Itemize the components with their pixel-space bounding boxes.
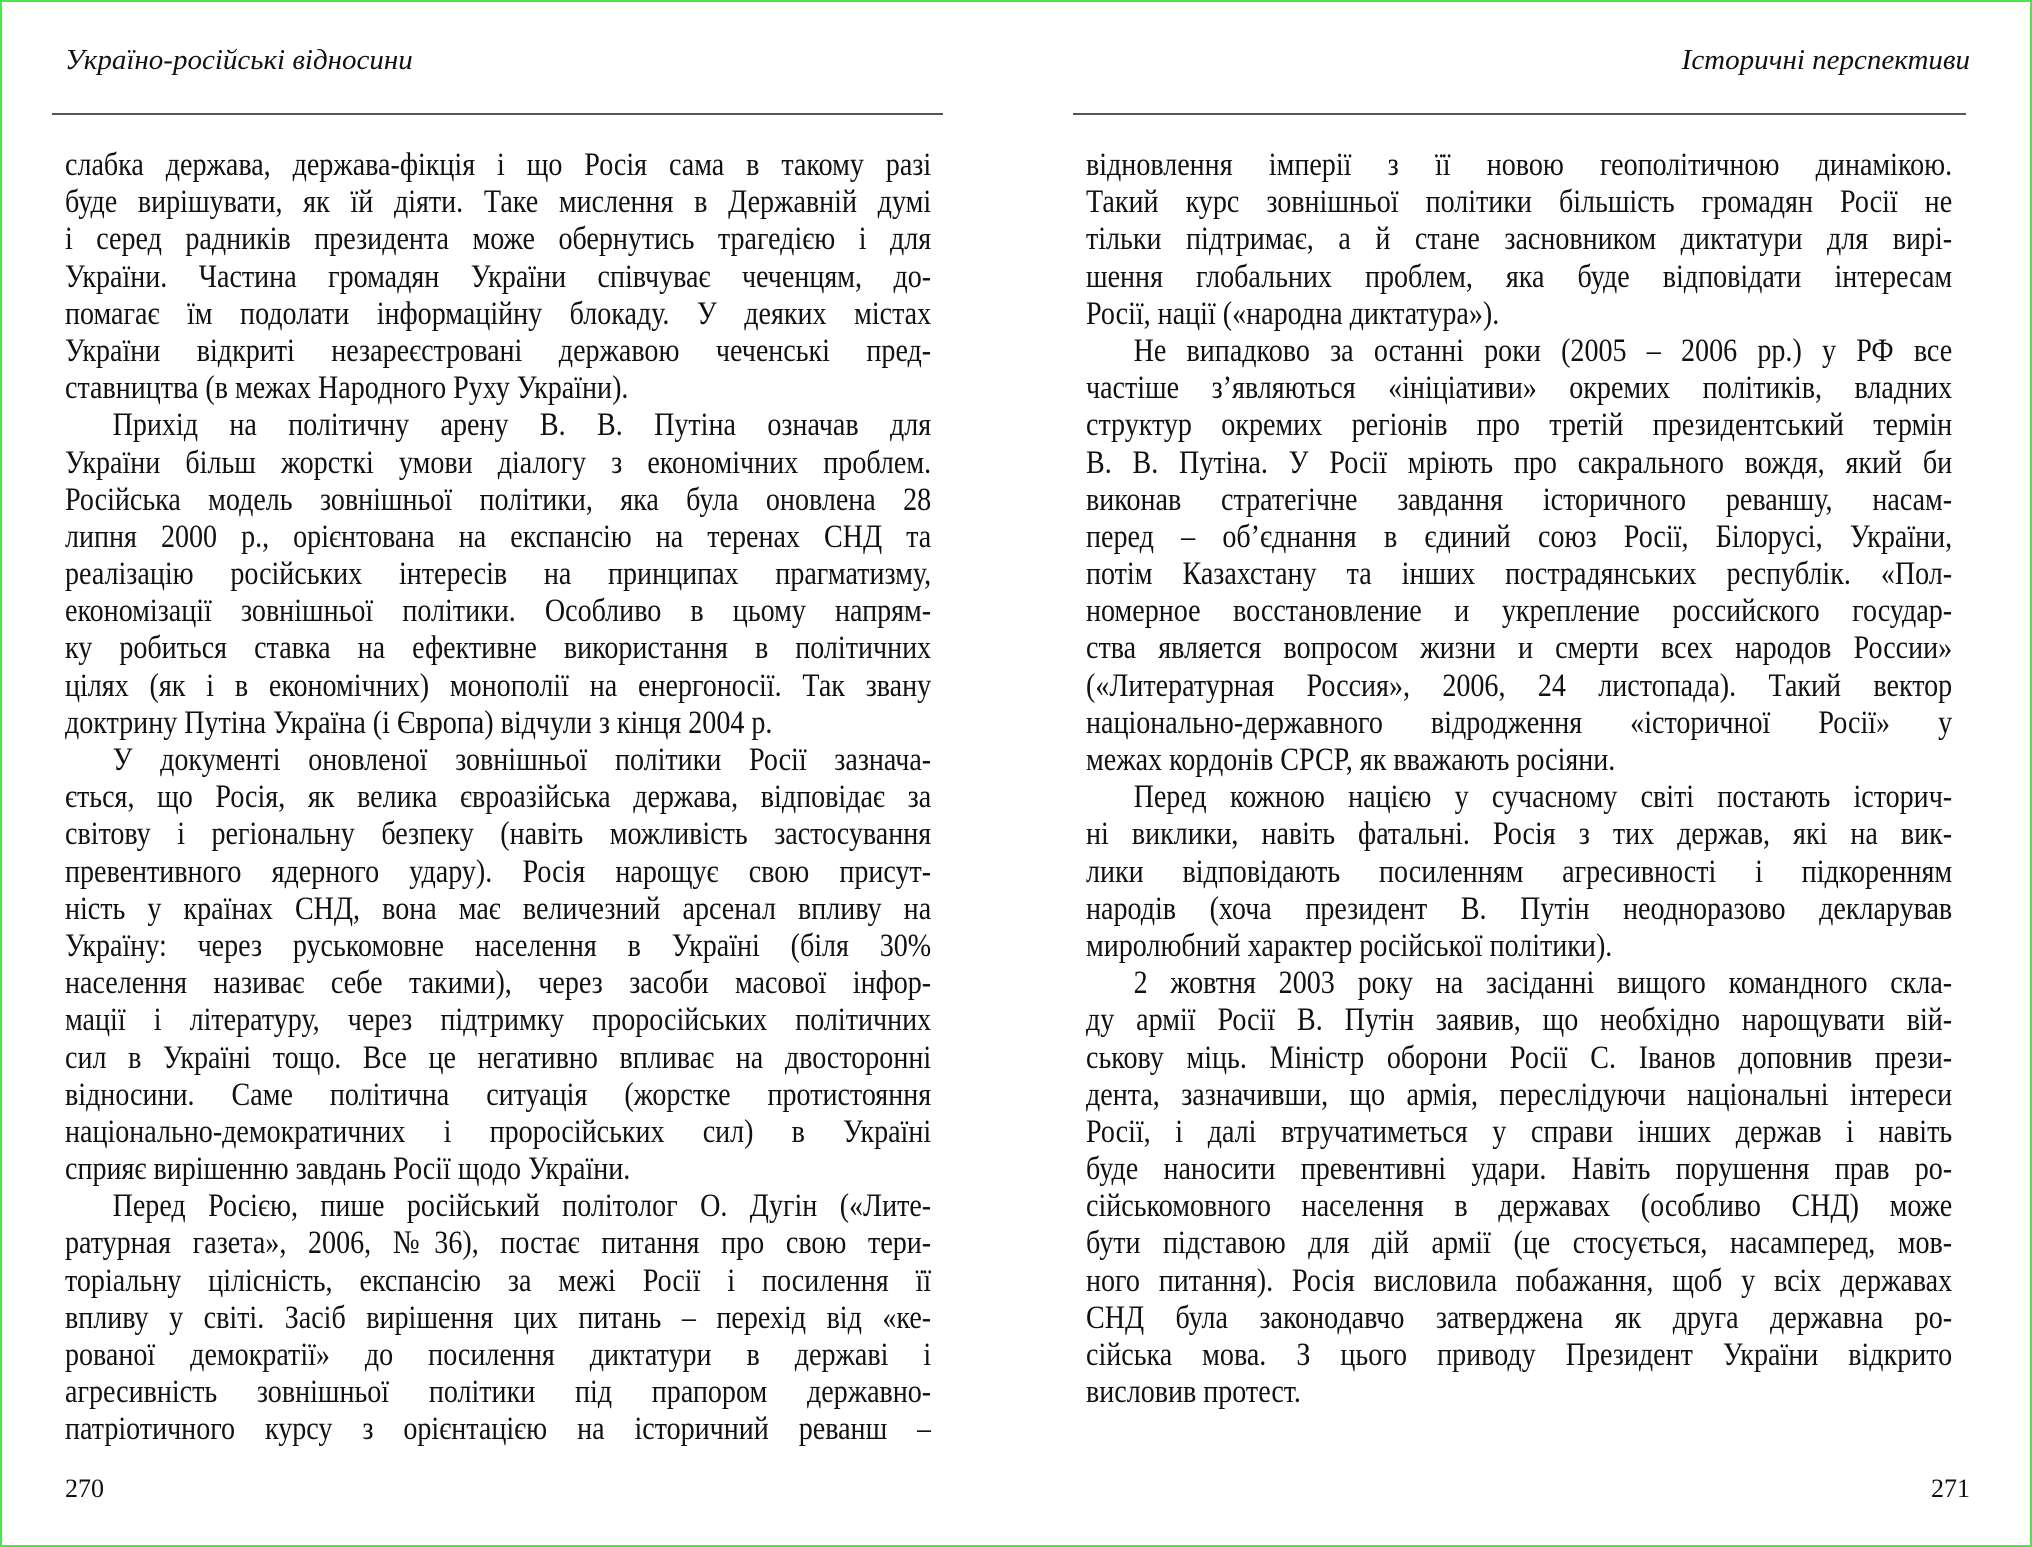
text-line: ку робиться ставка на ефективне використання в політичних — [65, 630, 932, 667]
text-line: («Литературная Россия», 2006, 24 листопада). Такий вектор — [1086, 667, 1953, 704]
text-line: мації і літературу, через підтримку проросійських політичних — [65, 1002, 932, 1039]
text-line: економізації зовнішньої політики. Особливо в цьому напрям- — [65, 593, 932, 630]
text-line: ність у країнах СНД, вона має величезний арсенал впливу на — [65, 890, 932, 927]
text-line: В. В. Путіна. У Росії мріють про сакрального вождя, який би — [1086, 444, 1953, 481]
text-line: СНД була законодавчо затверджена як друга державна ро- — [1086, 1299, 1953, 1336]
text-line: потім Казахстану та інших пострадянських республік. «Пол- — [1086, 556, 1953, 593]
body-text — [65, 147, 931, 1449]
text-line: національно-державного відродження «історичної Росії» у — [1086, 704, 1953, 741]
text-line: рованої демократії» до посилення диктатури в державі і — [65, 1337, 932, 1373]
text-line: агресивність зовнішньої політики під прапором державно- — [65, 1374, 932, 1411]
text-line: тільки підтримає, а й стане засновником диктатури для вирі- — [1086, 221, 1953, 258]
text-line: буде наносити превентивні удари. Навіть порушення прав ро- — [1086, 1151, 1953, 1188]
paragraph — [65, 742, 931, 1188]
text-line: ні виклики, навіть фатальні. Росія з тих держав, які на вик- — [1086, 816, 1953, 853]
text-line: ду армії Росії В. Путін заявив, що необхідно нарощувати вій- — [1086, 1002, 1953, 1039]
text-line: України. Частина громадян України співчуває чеченцям, до- — [65, 258, 932, 295]
text-line: реалізацію російських інтересів на принципах прагматизму, — [65, 556, 932, 593]
text-line: національно-демократичних і проросійських сил) в Україні — [65, 1113, 932, 1150]
text-line: У документі оновленої зовнішньої політики Росії зазнача- — [112, 742, 932, 778]
text-line: липня 2000 р., орієнтована на експансію на теренах СНД та — [65, 518, 932, 555]
paragraph — [1086, 965, 1952, 1411]
text-line: висловив протест. — [1086, 1374, 1301, 1411]
text-line: сійська мова. З цього приводу Президент України відкрито — [1086, 1337, 1953, 1373]
text-line: сійськомовного населення в державах (особливо СНД) може — [1086, 1188, 1953, 1225]
text-line: Прихід на політичну арену В. В. Путіна означав для — [112, 407, 932, 444]
text-line: Перед кожною нацією у сучасному світі постають історич- — [1133, 779, 1953, 816]
text-line: ється, що Росія, як велика євроазійська держава, відповідає за — [65, 779, 932, 816]
text-line: Не випадково за останні роки (2005 – 2006 рр.) у РФ все — [1133, 332, 1953, 369]
header-rule — [1073, 113, 1966, 115]
running-head: Україно-російські відносини — [65, 44, 413, 76]
text-line: України більш жорсткі умови діалогу з економічних проблем. — [65, 444, 932, 481]
text-line: дента, зазначивши, що армія, переслідуючи національні інтереси — [1086, 1076, 1953, 1113]
text-line: шення глобальних проблем, яка буде відповідати інтересам — [1086, 258, 1953, 295]
paragraph — [1086, 147, 1952, 333]
text-line: превентивного ядерного удару). Росія нарощує свою присут- — [65, 853, 932, 890]
header-rule — [52, 113, 943, 115]
paragraph — [1086, 779, 1952, 965]
page-number: 270 — [65, 1474, 104, 1503]
body-text — [1086, 147, 1952, 1411]
paragraph — [1086, 333, 1952, 779]
text-line: частіше з’являються «ініціативи» окремих політиків, владних — [1086, 370, 1953, 407]
text-line: ставництва (в межах Народного Руху України). — [65, 370, 629, 407]
page-number: 271 — [1931, 1474, 1970, 1503]
text-line: Такий курс зовнішньої політики більшість громадян Росії не — [1086, 184, 1953, 221]
text-line: бути підставою для дій армії (це стосується, насамперед, мов- — [1086, 1225, 1953, 1262]
text-line: впливу у світі. Засіб вирішення цих питань – перехід від «ке- — [65, 1299, 932, 1336]
text-line: Росії, і далі втручатиметься у справи інших держав і навіть — [1086, 1113, 1953, 1150]
running-head: Історичні перспективи — [1681, 44, 1970, 76]
text-line: сил в Україні тощо. Все це негативно впливає на двосторонні — [65, 1039, 932, 1076]
text-line: перед – об’єднання в єдиний союз Росії, Білорусі, України, — [1086, 518, 1953, 555]
text-line: ськову міць. Міністр оборони Росії С. Іванов доповнив прези- — [1086, 1039, 1953, 1076]
text-line: доктрину Путіна Україна (і Європа) відчули з кінця 2004 р. — [65, 704, 773, 741]
text-line: лики відповідають посиленням агресивності і підкоренням — [1086, 853, 1953, 890]
text-line: ратурная газета», 2006, №36), постає питання про свою тери- — [65, 1225, 932, 1262]
paragraph — [65, 147, 931, 407]
text-line: відновлення імперії з її новою геополітичною динамікою. — [1086, 147, 1953, 183]
text-line: миролюбний характер російської політики). — [1086, 927, 1613, 964]
text-line: і серед радників президента може обернутись трагедією і для — [65, 221, 932, 258]
text-line: Україну: через руськомовне населення в Україні (біля 30% — [65, 927, 932, 964]
text-line: України відкриті незареєстровані державою чеченські пред- — [65, 332, 932, 369]
text-line: помагає їм подолати інформаційну блокаду. У деяких містах — [65, 295, 932, 332]
text-line: світову і регіональну безпеку (навіть можливість застосування — [65, 816, 932, 853]
text-line: населення називає себе такими), через засоби масової інфор- — [65, 965, 932, 1002]
text-line: 2 жовтня 2003 року на засіданні вищого командного скла- — [1133, 965, 1953, 1002]
text-line: патріотичного курсу з орієнтацією на історичний реванш – — [65, 1411, 932, 1448]
paragraph — [65, 407, 931, 742]
text-line: Перед Росією, пише російський політолог О. Дугін («Лите- — [112, 1188, 932, 1225]
text-line: слабка держава, держава-фікція і що Росія сама в такому разі — [65, 147, 932, 183]
text-line: відносини. Саме політична ситуація (жорстке протистояння — [65, 1076, 932, 1113]
text-line: буде вирішувати, як їй діяти. Таке мислення в Державній думі — [65, 184, 932, 221]
text-line: номерное восстановление и укрепление российского государ- — [1086, 593, 1953, 630]
text-line: виконав стратегічне завдання історичного реваншу, насам- — [1086, 481, 1953, 518]
text-line: цілях (як і в економічних) монополії на енергоносії. Так звану — [65, 667, 932, 704]
text-line: ного питання). Росія висловила побажання, щоб у всіх державах — [1086, 1262, 1953, 1299]
text-line: Росії, нації («народна диктатура»). — [1086, 295, 1500, 332]
text-line: сприяє вирішенню завдань Росії щодо України. — [65, 1151, 631, 1188]
text-line: структур окремих регіонів про третій президентський термін — [1086, 407, 1953, 444]
text-line: торіальну цілісність, експансію за межі Росії і посилення її — [65, 1262, 932, 1299]
paragraph — [65, 1188, 931, 1448]
text-line: ства является вопросом жизни и смерти всех народов России» — [1086, 630, 1953, 667]
text-line: межах кордонів СРСР, як вважають росіяни. — [1086, 742, 1616, 778]
right-page — [1016, 0, 2032, 1547]
text-line: Російська модель зовнішньої політики, яка була оновлена 28 — [65, 481, 932, 518]
text-line: народів (хоча президент В. Путін неодноразово декларував — [1086, 890, 1953, 927]
